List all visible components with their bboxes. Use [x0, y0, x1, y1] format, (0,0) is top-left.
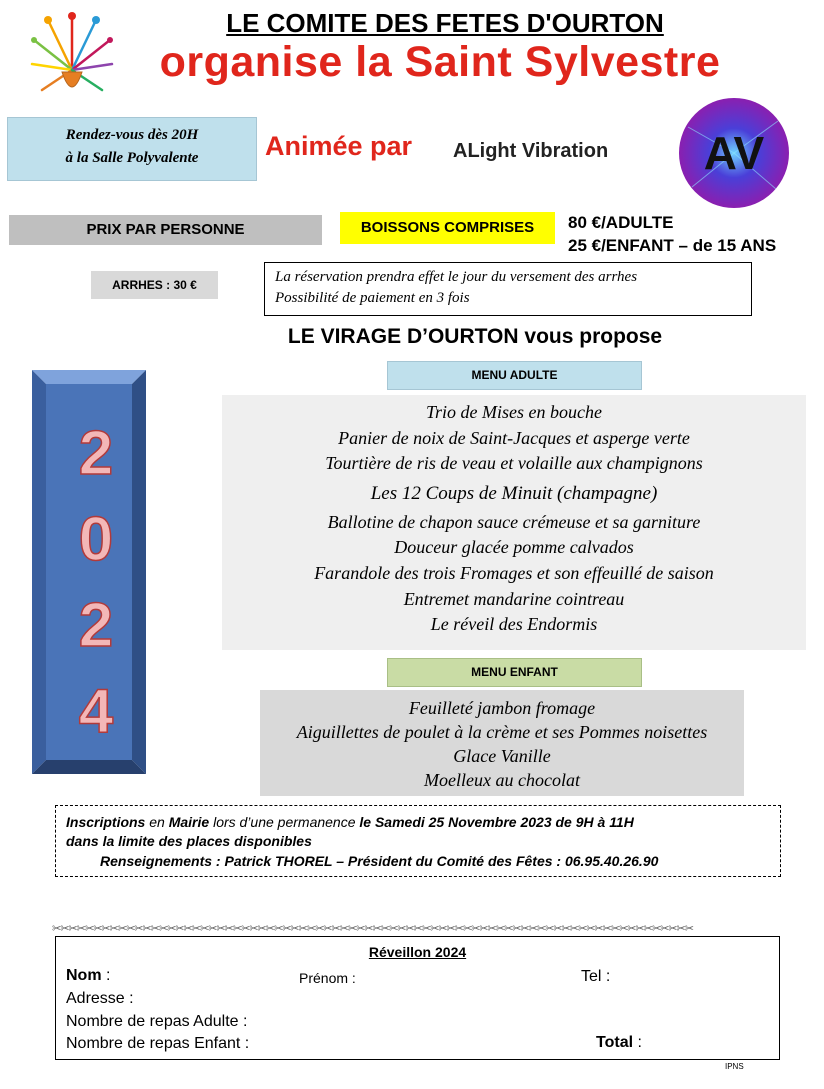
cut-line: ✂✂✂✂✂✂✂✂✂✂✂✂✂✂✂✂✂✂✂✂✂✂✂✂✂✂✂✂✂✂✂✂✂✂✂✂✂✂✂✂✂✂✂✂✂✂✂✂✂✂✂✂✂✂✂✂✂✂✂✂✂✂✂✂✂✂✂✂✂✂✂✂✂✂✂✂✂✂	[52, 923, 693, 935]
menu-item: Moelleux au chocolat	[424, 770, 580, 790]
inscriptions-box	[55, 805, 781, 877]
inscriptions-word: en	[145, 814, 169, 830]
dj-name: ALight Vibration	[453, 140, 609, 162]
menu-item: Aiguillettes de poulet à la crème et ses Pommes noisettes	[296, 722, 708, 742]
year-digit: 4	[78, 677, 114, 746]
price-adult: 80 €/ADULTE	[568, 213, 674, 232]
ipns-footer: IPNS	[725, 1062, 744, 1071]
year-digit: 2	[78, 419, 114, 488]
prenom-field[interactable]: Prénom :	[299, 970, 356, 986]
menu-item: Glace Vanille	[453, 746, 551, 766]
repas-enfant-field[interactable]: Nombre de repas Enfant :	[66, 1035, 250, 1052]
year-digit: 0	[78, 505, 114, 574]
registration-coupon	[55, 936, 780, 1060]
inscriptions-contact: Renseignements : Patrick THOREL – Président du Comité des Fêtes : 06.95.40.26.90	[100, 853, 659, 869]
price-child: 25 €/ENFANT – de 15 ANS	[568, 236, 777, 255]
header-subtitle: organise la Saint Sylvestre	[159, 38, 721, 86]
menu-enfant-label: MENU ENFANT	[387, 658, 642, 687]
menu-item: Le réveil des Endormis	[430, 614, 598, 635]
reservation-line-2: Possibilité de paiement en 3 fois	[275, 290, 470, 306]
tel-field[interactable]: Tel :	[581, 968, 611, 985]
total-field[interactable]	[596, 1034, 642, 1052]
menu-item: Feuilleté jambon fromage	[408, 698, 596, 718]
inscriptions-word: Mairie	[168, 814, 210, 830]
coupon-title: Réveillon 2024	[368, 944, 467, 960]
menu-item: Tourtière de ris de veau et volaille aux champignons	[325, 453, 703, 474]
rendezvous-place: à la Salle Polyvalente	[65, 150, 199, 166]
rendezvous-box	[7, 117, 257, 181]
reservation-box	[264, 262, 752, 316]
menu-item: Trio de Mises en bouche	[426, 402, 602, 422]
repas-adulte-field[interactable]: Nombre de repas Adulte :	[66, 1013, 248, 1030]
nom-suffix: :	[101, 967, 111, 984]
menu-item: Douceur glacée pomme calvados	[394, 537, 634, 558]
inscriptions-word: lors d’une permanence	[209, 814, 360, 830]
drinks-included-label: BOISSONS COMPRISES	[340, 212, 555, 244]
deposit-label: ARRHES : 30 €	[91, 271, 218, 299]
inscriptions-date: le Samedi 25 Novembre 2023 de 9H à 11H	[359, 814, 634, 830]
animation-label: Animée par	[265, 131, 413, 161]
adresse-field[interactable]: Adresse :	[66, 990, 134, 1007]
year-digit: 2	[78, 591, 114, 660]
menu-item: Ballotine de chapon sauce crémeuse et sa garniture	[327, 511, 701, 532]
header-title: LE COMITE DES FETES D'OURTON	[226, 8, 664, 38]
menu-item: Farandole des trois Fromages et son effeuillé de saison	[314, 562, 714, 583]
nom-label: Nom	[66, 967, 102, 984]
inscriptions-line-1	[66, 814, 771, 830]
menu-adulte-label: MENU ADULTE	[387, 361, 642, 390]
rendezvous-time: Rendez-vous dès 20H	[65, 127, 199, 143]
nom-field[interactable]	[66, 967, 110, 985]
menu-item: Panier de noix de Saint-Jacques et asperge verte	[338, 427, 690, 448]
menu-item: Les 12 Coups de Minuit (champagne)	[370, 482, 658, 504]
av-logo-text: AV	[703, 127, 765, 179]
menu-item: Entremet mandarine cointreau	[403, 588, 625, 609]
menu-enfant-list	[260, 690, 744, 796]
inscriptions-word: Inscriptions	[66, 814, 146, 830]
total-suffix: :	[633, 1034, 642, 1051]
total-label: Total	[596, 1034, 634, 1051]
menu-adulte-list	[222, 395, 806, 650]
price-per-person-label: PRIX PAR PERSONNE	[9, 215, 322, 245]
inscriptions-line-2: dans la limite des places disponibles	[66, 833, 312, 849]
firework-icon	[28, 10, 116, 102]
av-logo-icon	[678, 97, 790, 209]
reservation-line-1: La réservation prendra effet le jour du versement des arrhes	[275, 269, 638, 285]
caterer-heading: LE VIRAGE D’OURTON vous propose	[287, 325, 663, 348]
